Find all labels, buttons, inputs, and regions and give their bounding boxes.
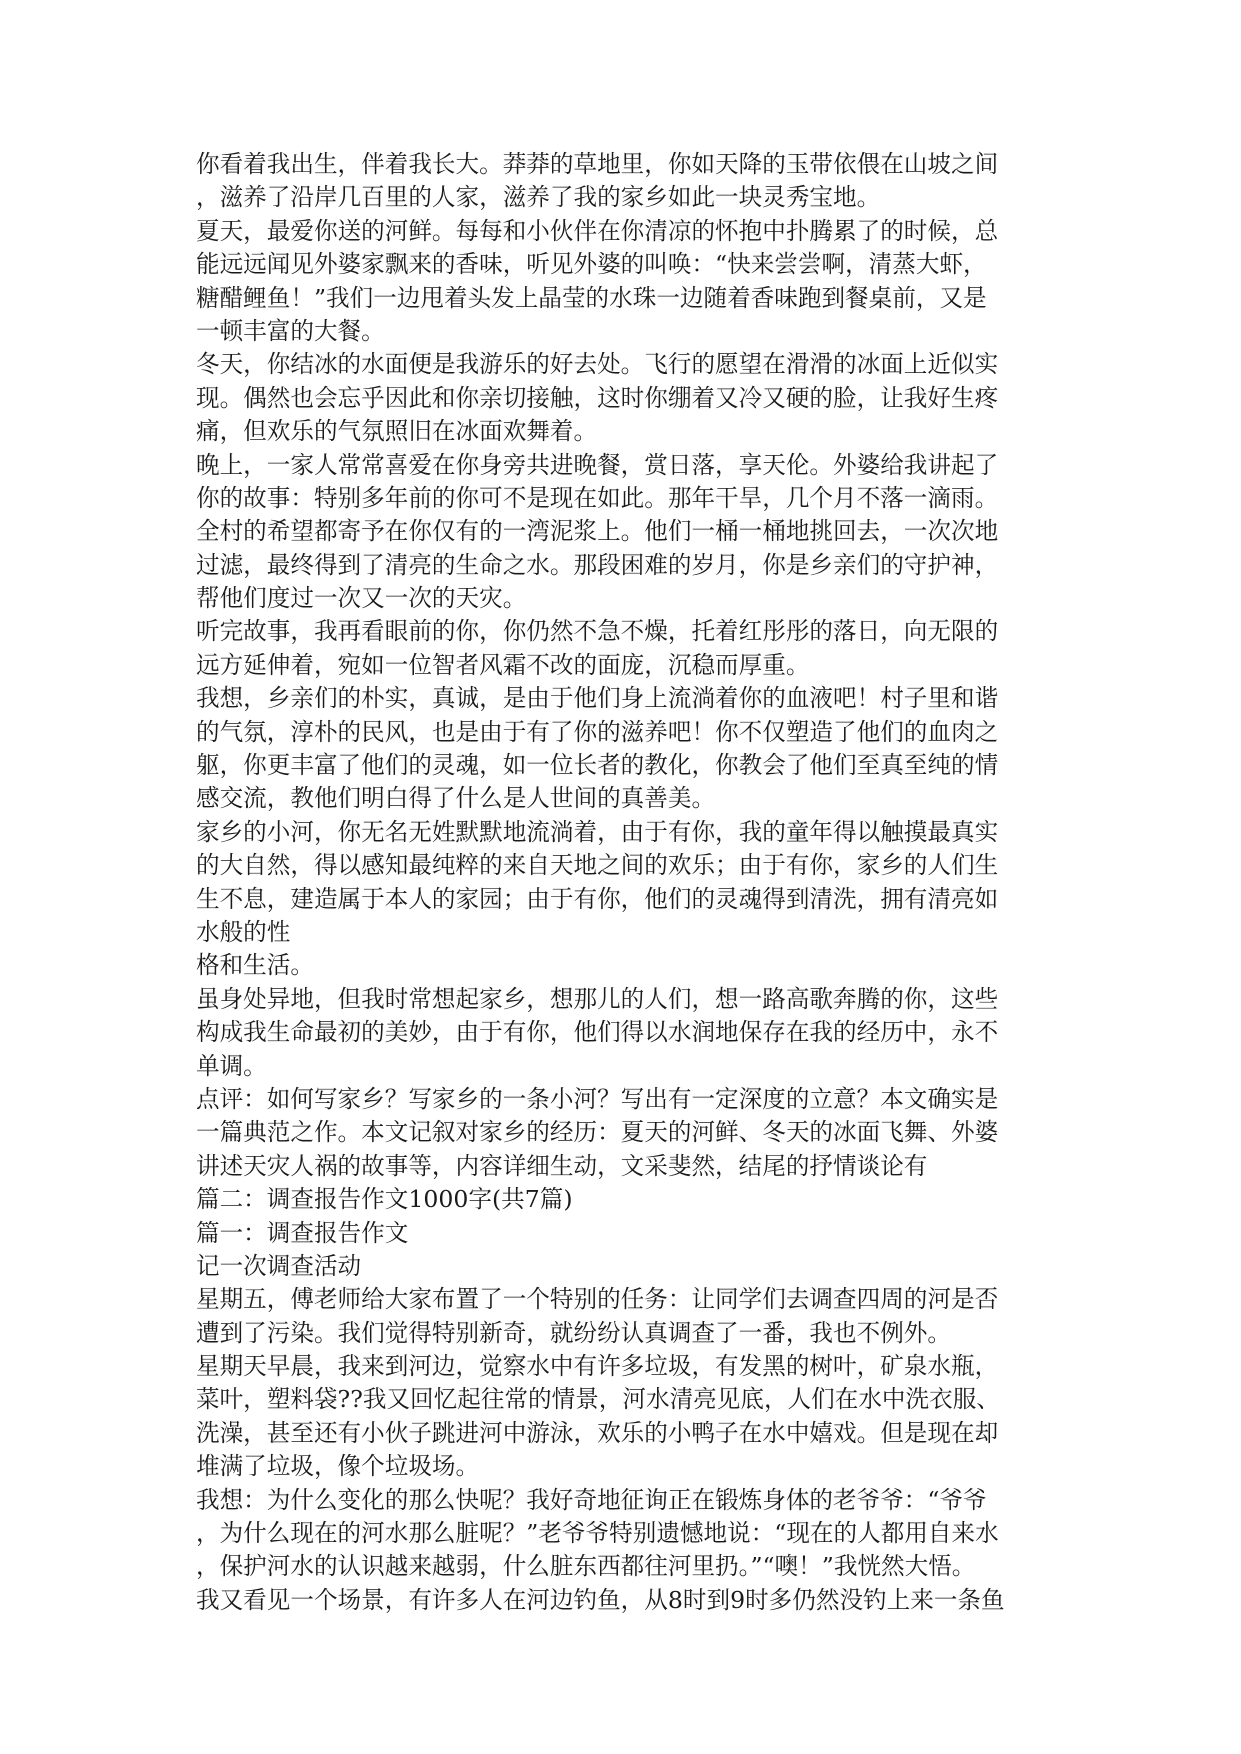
text-line: 我想：为什么变化的那么快呢？我好奇地征询正在锻炼身体的老爷爷：“爷爷 <box>196 1485 987 1514</box>
document-page <box>196 148 1058 1617</box>
text-line: 堆满了垃圾，像个垃圾场。 <box>196 1452 480 1481</box>
text-line: 水般的性 <box>196 917 291 946</box>
text-line: 糖醋鲤鱼！”我们一边甩着头发上晶莹的水珠一边随着香味跑到餐桌前，又是 <box>196 283 987 312</box>
text-line: ，保护河水的认识越来越弱，什么脏东西都往河里扔。”“噢！”我恍然大悟。 <box>196 1552 976 1581</box>
text-line: 洗澡，甚至还有小伙子跳进河中游泳，欢乐的小鸭子在水中嬉戏。但是现在却 <box>196 1418 999 1447</box>
text-line: 家乡的小河，你无名无姓默默地流淌着，由于有你，我的童年得以触摸最真实 <box>196 817 999 846</box>
text-line: 单调。 <box>196 1051 267 1080</box>
text-line: 全村的希望都寄予在你仅有的一湾泥浆上。他们一桶一桶地挑回去，一次次地 <box>196 517 999 546</box>
text-line: 的气氛，淳朴的民风，也是由于有了你的滋养吧！你不仅塑造了他们的血肉之 <box>196 717 999 746</box>
text-line: ，滋养了沿岸几百里的人家，滋养了我的家乡如此一块灵秀宝地。 <box>196 183 881 212</box>
text-line: 构成我生命最初的美妙，由于有你，他们得以水润地保存在我的经历中，永不 <box>196 1018 999 1047</box>
text-line: 你看着我出生，伴着我长大。莽莽的草地里，你如天降的玉带依偎在山坡之间 <box>196 150 999 178</box>
text-line: 你的故事：特别多年前的你可不是现在如此。那年干旱，几个月不落一滴雨。 <box>196 483 999 512</box>
text-line: 我又看见一个场景，有许多人在河边钓鱼，从8时到9时多仍然没钓上来一条鱼 <box>196 1585 1005 1614</box>
text-line: 远方延伸着，宛如一位智者风霜不改的面庞，沉稳而厚重。 <box>196 650 810 679</box>
text-line: 虽身处异地，但我时常想起家乡，想那儿的人们，想一路高歌奔腾的你，这些 <box>196 984 999 1013</box>
text-line: 我想，乡亲们的朴实，真诚，是由于他们身上流淌着你的血液吧！村子里和谐 <box>196 684 999 713</box>
text-line: 晚上，一家人常常喜爱在你身旁共进晚餐，赏日落，享天伦。外婆给我讲起了 <box>196 450 999 479</box>
text-line: 星期天早晨，我来到河边，觉察水中有许多垃圾，有发黑的树叶，矿泉水瓶， <box>196 1352 999 1381</box>
text-line: 点评：如何写家乡？写家乡的一条小河？写出有一定深度的立意？本文确实是 <box>196 1084 999 1113</box>
section-heading: 记一次调查活动 <box>196 1251 362 1280</box>
text-line: 格和生活。 <box>196 951 314 980</box>
text-line: 躯，你更丰富了他们的灵魂，如一位长者的教化，你教会了他们至真至纯的情 <box>196 751 999 780</box>
text-line: 夏天，最爱你送的河鲜。每每和小伙伴在你清凉的怀抱中扑腾累了的时候，总 <box>196 216 999 245</box>
text-line: 讲述天灾人祸的故事等，内容详细生动，文采斐然，结尾的抒情谈论有 <box>196 1151 928 1180</box>
text-line: 帮他们度过一次又一次的天灾。 <box>196 584 527 613</box>
text-line: ，为什么现在的河水那么脏呢？”老爷爷特别遗憾地说：“现在的人都用自来水 <box>196 1519 999 1548</box>
text-line: 菜叶，塑料袋??我又回忆起往常的情景，河水清亮见底，人们在水中洗衣服、 <box>196 1385 1000 1414</box>
text-line: 的大自然，得以感知最纯粹的来自天地之间的欢乐；由于有你，家乡的人们生 <box>196 851 999 880</box>
text-line: 能远远闻见外婆家飘来的香味，听见外婆的叫唤：“快来尝尝啊，清蒸大虾， <box>196 250 987 279</box>
section-heading: 篇一：调查报告作文 <box>196 1218 409 1247</box>
section-heading: 篇二：调查报告作文1000字(共7篇) <box>196 1185 573 1214</box>
text-line: 过滤，最终得到了清亮的生命之水。那段困难的岁月，你是乡亲们的守护神， <box>196 550 999 579</box>
text-line: 感交流，教他们明白得了什么是人世间的真善美。 <box>196 784 716 813</box>
text-line: 冬天，你结冰的水面便是我游乐的好去处。飞行的愿望在滑滑的冰面上近似实 <box>196 350 999 379</box>
text-line: 遭到了污染。我们觉得特别新奇，就纷纷认真调查了一番，我也不例外。 <box>196 1318 951 1347</box>
text-line: 生不息，建造属于本人的家园；由于有你，他们的灵魂得到清洗，拥有清亮如 <box>196 884 999 913</box>
text-line: 听完故事，我再看眼前的你，你仍然不急不燥，托着红彤彤的落日，向无限的 <box>196 617 999 646</box>
text-line: 星期五，傅老师给大家布置了一个特别的任务：让同学们去调查四周的河是否 <box>196 1285 999 1314</box>
text-line: 一篇典范之作。本文记叙对家乡的经历：夏天的河鲜、冬天的冰面飞舞、外婆 <box>196 1118 999 1147</box>
text-line: 痛，但欢乐的气氛照旧在冰面欢舞着。 <box>196 417 598 446</box>
text-line: 现。偶然也会忘乎因此和你亲切接触，这时你绷着又冷又硬的脸，让我好生疼 <box>196 383 999 412</box>
text-line: 一顿丰富的大餐。 <box>196 316 385 345</box>
